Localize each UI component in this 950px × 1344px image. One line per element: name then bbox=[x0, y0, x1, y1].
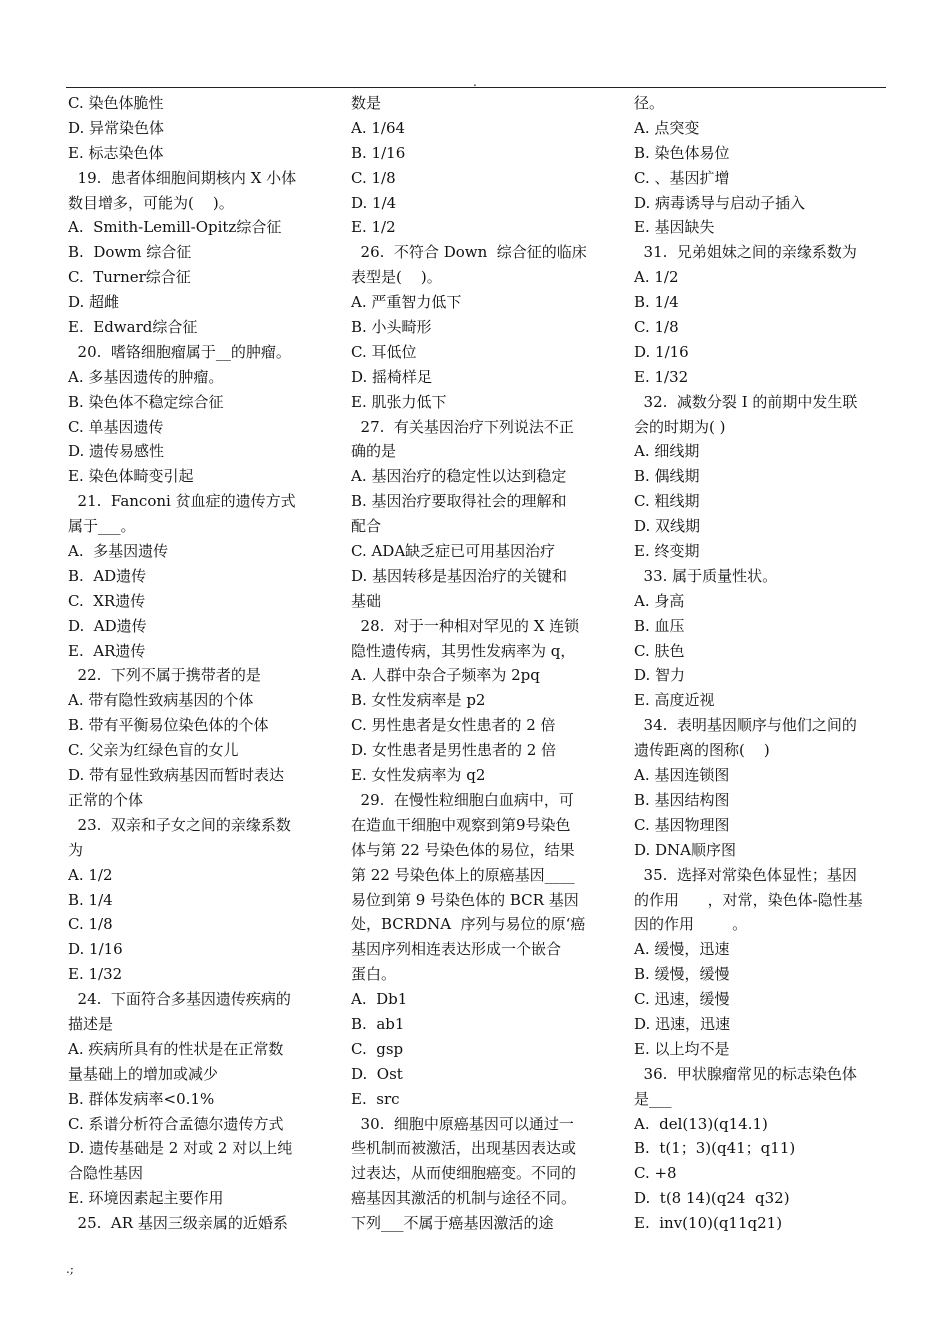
text-line: A. 疾病所具有的性状是在正常数 bbox=[68, 1039, 284, 1058]
text-line: 36. 甲状腺瘤常见的标志染色体 bbox=[634, 1064, 857, 1083]
text-line: 易位到第 9 号染色体的 BCR 基因 bbox=[351, 890, 579, 909]
text-line: 数是 bbox=[351, 94, 382, 112]
text-line: C. ADA缺乏症已可用基因治疗 bbox=[351, 542, 556, 561]
text-line: 的作用 ，对常，染色体-隐性基 bbox=[634, 890, 863, 909]
text-line: C. 1/8 bbox=[634, 318, 679, 337]
text-line: 属于___。 bbox=[68, 517, 136, 536]
text-line: 数目增多，可能为( )。 bbox=[68, 193, 234, 212]
text-line: A. 严重智力低下 bbox=[351, 293, 462, 312]
text-line: C. 、基因扩增 bbox=[634, 168, 730, 187]
text-line: D. DNA顺序图 bbox=[634, 840, 737, 859]
text-line: 正常的个体 bbox=[68, 790, 144, 809]
text-line: B. 1/4 bbox=[634, 293, 679, 312]
text-line: C. 肤色 bbox=[634, 641, 685, 660]
text-line: A. 1/64 bbox=[351, 118, 406, 137]
text-line: D. 1/4 bbox=[351, 193, 397, 212]
text-line: E. 女性发病率为 q2 bbox=[351, 766, 486, 785]
text-line: A. 缓慢，迅速 bbox=[634, 940, 730, 959]
text-line: 处，BCRDNA 序列与易位的原‘癌 bbox=[351, 915, 586, 934]
text-line: 23. 双亲和子女之间的亲缘系数 bbox=[68, 815, 291, 834]
text-line: B. 基因结构图 bbox=[634, 790, 730, 809]
text-line: B. 基因治疗要取得社会的理解和 bbox=[351, 492, 567, 511]
text-line: B. 1/16 bbox=[351, 143, 406, 162]
column-1 bbox=[68, 91, 320, 1236]
text-line: 过表达，从而使细胞癌变。不同的 bbox=[351, 1164, 577, 1183]
text-line: 是___ bbox=[634, 1089, 672, 1108]
text-line: D. 遗传易感性 bbox=[68, 442, 165, 461]
text-line: E. 基因缺失 bbox=[634, 218, 715, 237]
text-line: E. 终变期 bbox=[634, 542, 700, 561]
text-line: A. 细线期 bbox=[634, 442, 700, 461]
text-line: C. 耳低位 bbox=[351, 342, 417, 361]
text-line: B. 缓慢，缓慢 bbox=[634, 965, 730, 984]
text-line: C. 迅速，缓慢 bbox=[634, 990, 730, 1009]
text-line: 26. 不符合 Down 综合征的临床 bbox=[351, 243, 587, 262]
text-line: 20. 嗜铬细胞瘤属于__的肿瘤。 bbox=[68, 342, 291, 361]
text-line: 25. AR 基因三级亲属的近婚系 bbox=[68, 1214, 288, 1233]
text-line: 33. 属于质量性状。 bbox=[634, 566, 778, 585]
text-line: A. 多基因遗传的肿瘤。 bbox=[68, 367, 224, 386]
text-line: 24. 下面符合多基因遗传疾病的 bbox=[68, 990, 291, 1009]
text-line: C. 系谱分析符合孟德尔遗传方式 bbox=[68, 1114, 284, 1133]
text-line: B. 偶线期 bbox=[634, 467, 700, 486]
text-line: D. 迅速，迅速 bbox=[634, 1014, 731, 1033]
text-line: 27. 有关基因治疗下列说法不正 bbox=[351, 417, 574, 436]
text-line: 确的是 bbox=[351, 442, 397, 461]
text-line: 量基础上的增加或减少 bbox=[68, 1064, 219, 1083]
text-line: D. 摇椅样足 bbox=[351, 367, 433, 386]
text-line: 隐性遗传病，其男性发病率为 q， bbox=[351, 641, 576, 660]
text-line: A. del(13)(q14.1) bbox=[634, 1114, 768, 1133]
text-line: B. 染色体易位 bbox=[634, 143, 730, 162]
text-line: A. Db1 bbox=[351, 990, 408, 1009]
text-line: 基因序列相连表达形成一个嵌合 bbox=[351, 940, 562, 959]
text-line: E. 染色体畸变引起 bbox=[68, 467, 194, 486]
text-line: A. 人群中杂合子频率为 2pq bbox=[351, 666, 540, 685]
text-line: 35. 选择对常染色体显性；基因 bbox=[634, 865, 857, 884]
text-line: 配合 bbox=[351, 517, 382, 536]
text-line: C. 基因物理图 bbox=[634, 815, 730, 834]
text-line: 21. Fanconi 贫血症的遗传方式 bbox=[68, 492, 296, 511]
text-line: C. 1/8 bbox=[68, 915, 113, 934]
text-line: D. 1/16 bbox=[634, 342, 689, 361]
text-line: B. 群体发病率<0.1% bbox=[68, 1089, 215, 1108]
text-line: 34. 表明基因顺序与他们之间的 bbox=[634, 716, 857, 735]
text-line: D. Ost bbox=[351, 1064, 403, 1083]
text-line: D. AD遗传 bbox=[68, 616, 147, 635]
text-line: C. 染色体脆性 bbox=[68, 94, 164, 112]
text-line: C. 父亲为红绿色盲的女儿 bbox=[68, 741, 239, 760]
text-line: B. ab1 bbox=[351, 1014, 405, 1033]
text-line: E. 环境因素起主要作用 bbox=[68, 1189, 224, 1208]
text-line: 因的作用 。 bbox=[634, 915, 748, 934]
text-line: 30. 细胞中原癌基因可以通过一 bbox=[351, 1114, 574, 1133]
footer-mark: .; bbox=[66, 1262, 74, 1276]
text-line: 基础 bbox=[351, 591, 382, 610]
text-line: A. 1/2 bbox=[68, 865, 113, 884]
text-line: D. 病毒诱导与启动子插入 bbox=[634, 193, 806, 212]
text-line: D. t(8 14)(q24 q32) bbox=[634, 1189, 790, 1208]
text-line: 为 bbox=[68, 840, 84, 859]
text-line: D. 基因转移是基因治疗的关键和 bbox=[351, 566, 568, 585]
text-line: 32. 减数分裂 I 的前期中发生联 bbox=[634, 392, 858, 411]
text-line: E. src bbox=[351, 1089, 400, 1108]
text-line: E. 标志染色体 bbox=[68, 143, 164, 162]
text-line: E. Edward综合征 bbox=[68, 318, 198, 337]
text-line: D. 异常染色体 bbox=[68, 118, 165, 137]
text-line: D. 女性患者是男性患者的 2 倍 bbox=[351, 741, 557, 760]
text-line: C. +8 bbox=[634, 1164, 677, 1183]
column-3 bbox=[634, 91, 886, 1236]
text-line: D. 双线期 bbox=[634, 517, 701, 536]
text-line: A. 基因治疗的稳定性以达到稳定 bbox=[351, 467, 567, 486]
text-line: D. 超雌 bbox=[68, 293, 120, 312]
text-line: D. 带有显性致病基因而暂时表达 bbox=[68, 766, 285, 785]
text-line: 19. 患者体细胞间期核内 X 小体 bbox=[68, 168, 297, 187]
header-rule bbox=[66, 87, 886, 88]
text-line: 些机制而被激活，出现基因表达或 bbox=[351, 1139, 577, 1158]
text-line: C. Turner综合征 bbox=[68, 268, 191, 287]
text-line: E. 高度近视 bbox=[634, 691, 715, 710]
text-line: E. AR遗传 bbox=[68, 641, 146, 660]
text-line: A. 多基因遗传 bbox=[68, 542, 169, 561]
text-line: 蛋白。 bbox=[351, 965, 397, 984]
text-line: E. 1/2 bbox=[351, 218, 396, 237]
text-line: B. 女性发病率是 p2 bbox=[351, 691, 486, 710]
text-line: B. 带有平衡易位染色体的个体 bbox=[68, 716, 269, 735]
text-line: E. 肌张力低下 bbox=[351, 392, 447, 411]
text-line: A. 带有隐性致病基因的个体 bbox=[68, 691, 254, 710]
text-line: A. Smith-Lemill-Opitz综合征 bbox=[68, 218, 282, 237]
text-line: 会的时期为( ) bbox=[634, 417, 726, 436]
text-line: 第 22 号染色体上的原癌基因____ bbox=[351, 865, 575, 884]
text-line: B. 染色体不稳定综合征 bbox=[68, 392, 224, 411]
text-line: B. t(1；3)(q41；q11) bbox=[634, 1139, 796, 1158]
header-mark: . bbox=[473, 75, 477, 89]
text-line: E. 1/32 bbox=[634, 367, 689, 386]
text-line: C. 单基因遗传 bbox=[68, 417, 164, 436]
text-line: E. 以上均不是 bbox=[634, 1039, 730, 1058]
text-line: 31. 兄弟姐妹之间的亲缘系数为 bbox=[634, 243, 857, 262]
text-line: 合隐性基因 bbox=[68, 1164, 144, 1183]
text-line: B. 1/4 bbox=[68, 890, 113, 909]
text-line: B. Dowm 综合征 bbox=[68, 243, 192, 262]
text-line: 表型是( )。 bbox=[351, 268, 442, 287]
text-line: A. 点突变 bbox=[634, 118, 700, 137]
text-line: C. XR遗传 bbox=[68, 591, 146, 610]
text-line: B. 血压 bbox=[634, 616, 685, 635]
text-line: 体与第 22 号染色体的易位，结果 bbox=[351, 840, 575, 859]
text-line: A. 身高 bbox=[634, 591, 685, 610]
text-line: C. 男性患者是女性患者的 2 倍 bbox=[351, 716, 556, 735]
text-line: D. 遗传基础是 2 对或 2 对以上纯 bbox=[68, 1139, 293, 1158]
text-line: C. gsp bbox=[351, 1039, 404, 1058]
text-line: 下列___不属于癌基因激活的途 bbox=[351, 1214, 554, 1233]
text-line: A. 基因连锁图 bbox=[634, 766, 730, 785]
text-line: 描述是 bbox=[68, 1014, 114, 1033]
text-line: 29. 在慢性粒细胞白血病中，可 bbox=[351, 790, 574, 809]
text-line: E. inv(10)(q11q21) bbox=[634, 1214, 783, 1233]
text-line: 22. 下列不属于携带者的是 bbox=[68, 666, 261, 685]
text-line: 遗传距离的图称( ) bbox=[634, 741, 770, 760]
text-line: C. 粗线期 bbox=[634, 492, 700, 511]
text-line: B. 小头畸形 bbox=[351, 318, 432, 337]
text-line: B. AD遗传 bbox=[68, 566, 147, 585]
text-line: 癌基因其激活的机制与途径不同。 bbox=[351, 1189, 577, 1208]
text-line: 在造血干细胞中观察到第9号染色 bbox=[351, 815, 571, 834]
column-2 bbox=[351, 91, 603, 1236]
text-line: C. 1/8 bbox=[351, 168, 396, 187]
text-line: 28. 对于一种相对罕见的 X 连锁 bbox=[351, 616, 580, 635]
text-line: D. 智力 bbox=[634, 666, 686, 685]
text-line: E. 1/32 bbox=[68, 965, 123, 984]
text-line: D. 1/16 bbox=[68, 940, 123, 959]
text-line: A. 1/2 bbox=[634, 268, 679, 287]
text-line: 径。 bbox=[634, 94, 665, 112]
